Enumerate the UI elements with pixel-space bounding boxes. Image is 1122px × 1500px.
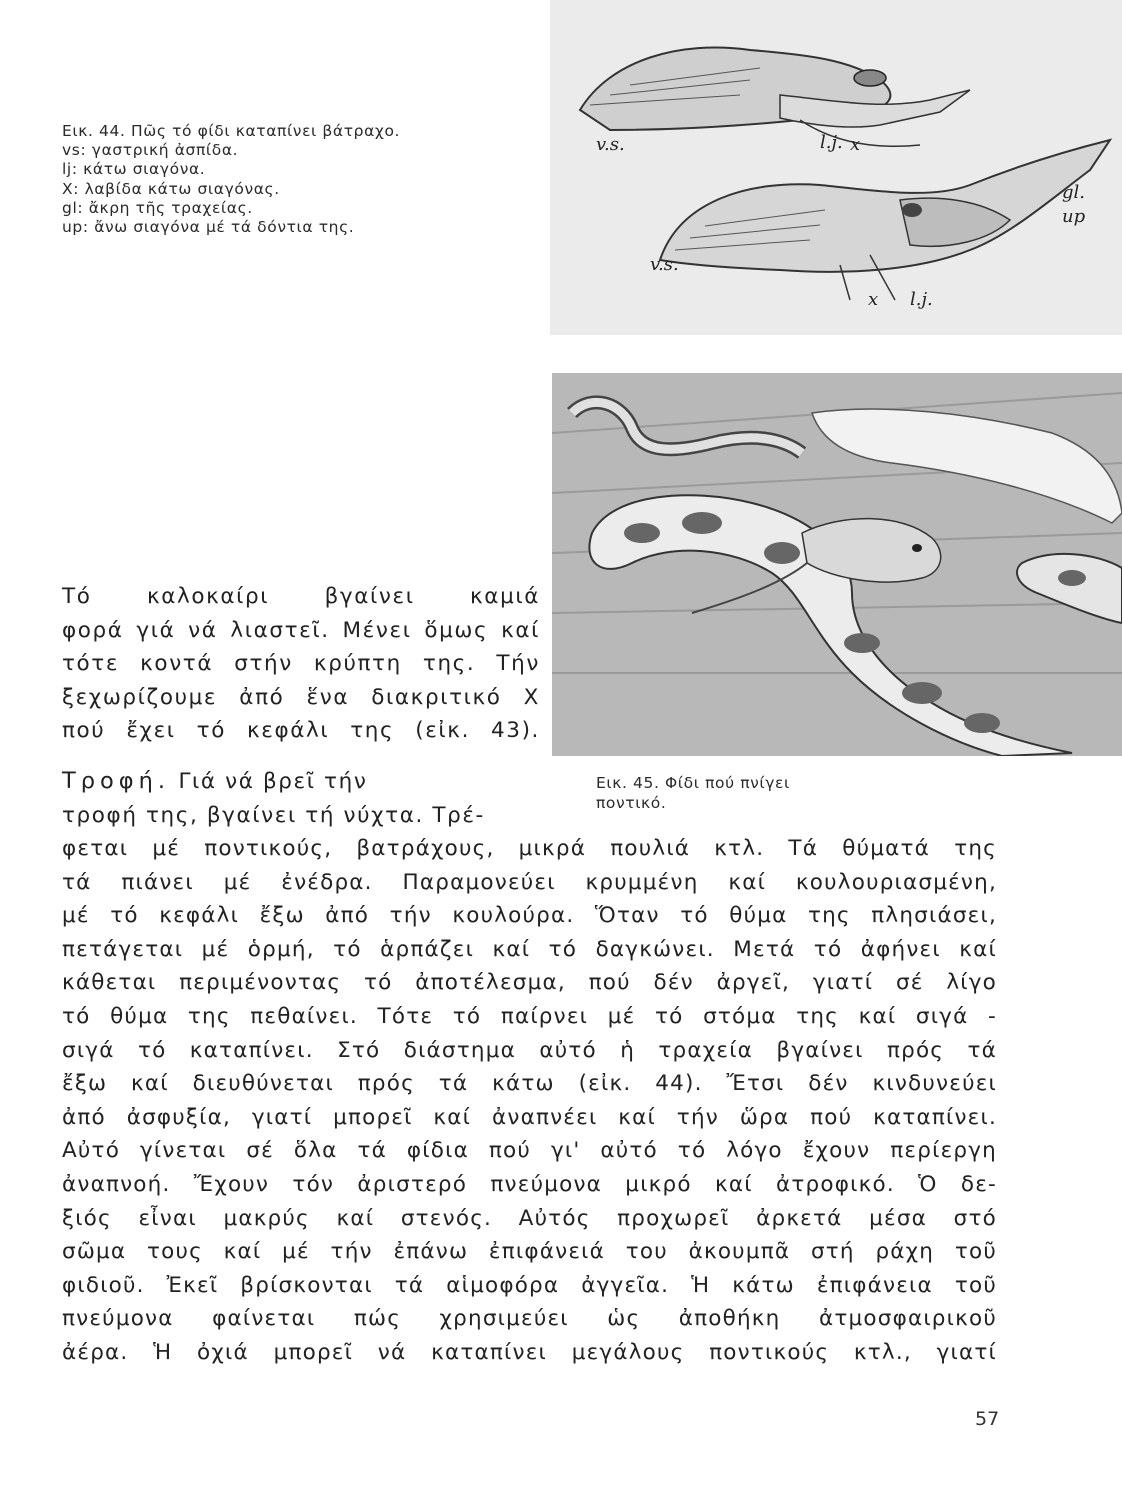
text-line: τότε κοντά στήν κρύπτη της. Τήν xyxy=(62,651,540,676)
label-up: up xyxy=(1062,206,1086,227)
text-line: σῶμα τους καί μέ τήν ἐπάνω ἐπιφάνειά του ἀκουμπᾶ στή ράχη τοῦ xyxy=(62,1239,997,1265)
caption-line: Εικ. 44. Πῶς τό φίδι καταπίνει βάτραχο. xyxy=(62,122,401,140)
text-line: ἀπό ἀσφυξία, γιατί μπορεῖ καί ἀναπνέει καί τήν ὥρα πού καταπίνει. xyxy=(62,1104,997,1130)
text-line: ἔξω καί διευθύνεται πρός τά κάτω (εἰκ. 44). Ἔτσι δέν κινδυνεύει xyxy=(62,1071,997,1097)
caption-line: vs: γαστρική ἀσπίδα. xyxy=(62,141,239,160)
text-line: φορά γιά νά λιαστεῖ. Μένει ὅμως καί xyxy=(62,617,540,643)
text-line: ἀναπνοή. Ἔχουν τόν ἀριστερό πνεύμονα μικρό καί ἀτροφικό. Ὁ δε- xyxy=(62,1171,997,1197)
caption-line: gl: ἄκρη τῆς τραχείας. xyxy=(62,198,253,217)
text-line: σιγά τό καταπίνει. Στό διάστημα αὐτό ἡ τραχεία βγαίνει πρός τά xyxy=(62,1037,997,1063)
label-x: x xyxy=(868,289,879,310)
text-line: ξεχωρίζουμε ἀπό ἕνα διακριτικό Χ xyxy=(62,684,540,710)
paragraph-food-start xyxy=(62,765,540,832)
text-line: Τό καλοκαίρι βγαίνει καμιά xyxy=(62,584,540,609)
page-number: 57 xyxy=(975,1408,1000,1430)
text-line: τά πιάνει μέ ἐνέδρα. Παραμονεύει κρυμμένη καί κουλουριασμένη, xyxy=(62,869,997,895)
figure-45-caption xyxy=(596,773,896,813)
paragraph-summer xyxy=(62,580,540,748)
text-line: Αὐτό γίνεται σέ ὅλα τά φίδια πού γι' αὐτό τό λόγο ἔχουν περίεργη xyxy=(62,1138,997,1164)
label-lj: l.j. xyxy=(820,132,843,153)
label-lj: l.j. xyxy=(910,289,933,310)
text-line: φιδιοῦ. Ἐκεῖ βρίσκονται τά αἱμοφόρα ἀγγεῖα. Ἡ κάτω ἐπιφάνεια τοῦ xyxy=(62,1272,997,1298)
text-line xyxy=(62,765,540,799)
label-vs: v.s. xyxy=(650,254,679,275)
caption-line: up: ἄνω σιαγόνα μέ τά δόντια της. xyxy=(62,218,355,237)
text-line: ξιός εἶναι μακρύς καί στενός. Αὐτός προχωρεῖ ἀρκετά μέσα στό xyxy=(62,1205,997,1231)
figure-44-caption xyxy=(62,122,532,237)
text-line: φεται μέ ποντικούς, βατράχους, μικρά πουλιά κτλ. Τά θύματά της xyxy=(62,836,997,861)
label-gl: gl. xyxy=(1062,182,1086,203)
text-line: πνεύμονα φαίνεται πώς χρησιμεύει ὡς ἀποθήκη ἀτμοσφαιρικοῦ xyxy=(62,1306,997,1332)
caption-line: ποντικό. xyxy=(596,794,667,812)
text-span: Γιά νά βρεῖ τήν xyxy=(170,769,368,794)
text-line: κάθεται περιμένοντας τό ἀποτέλεσμα, πού δέν ἀργεῖ, γιατί σέ λίγο xyxy=(62,970,997,996)
text-line: τό θύμα της πεθαίνει. Τότε τό παίρνει μέ τό στόμα της καί σιγά - xyxy=(62,1003,997,1029)
text-line: μέ τό κεφάλι ἔξω ἀπό τήν κουλούρα. Ὅταν τό θύμα της πλησιάσει, xyxy=(62,903,997,929)
section-heading-food: Τροφή. xyxy=(62,768,171,794)
caption-line: X: λαβίδα κάτω σιαγόνας. xyxy=(62,179,280,198)
caption-line: Εικ. 45. Φίδι πού πνίγει xyxy=(596,774,790,792)
text-line: τροφή της, βγαίνει τή νύχτα. Τρέ- xyxy=(62,802,485,828)
figure-45-illustration xyxy=(552,373,1122,756)
text-line: πετάγεται μέ ὁρμή, τό ἁρπάζει καί τό δαγκώνει. Μετά τό ἀφήνει καί xyxy=(62,936,997,962)
label-vs: v.s. xyxy=(596,134,625,155)
text-line: ἀέρα. Ἡ ὀχιά μπορεῖ νά καταπίνει μεγάλους ποντικούς κτλ., γιατί xyxy=(62,1339,997,1365)
label-x: x xyxy=(850,134,861,155)
figure-44-illustration xyxy=(550,0,1122,335)
paragraph-food-body xyxy=(62,832,997,1370)
snake-swallowing-frog-drawing xyxy=(550,0,1122,335)
snake-strangling-mouse-drawing xyxy=(552,373,1122,756)
text-line: πού ἔχει τό κεφάλι της (εἰκ. 43). xyxy=(62,718,540,743)
caption-line: lj: κάτω σιαγόνα. xyxy=(62,160,206,179)
